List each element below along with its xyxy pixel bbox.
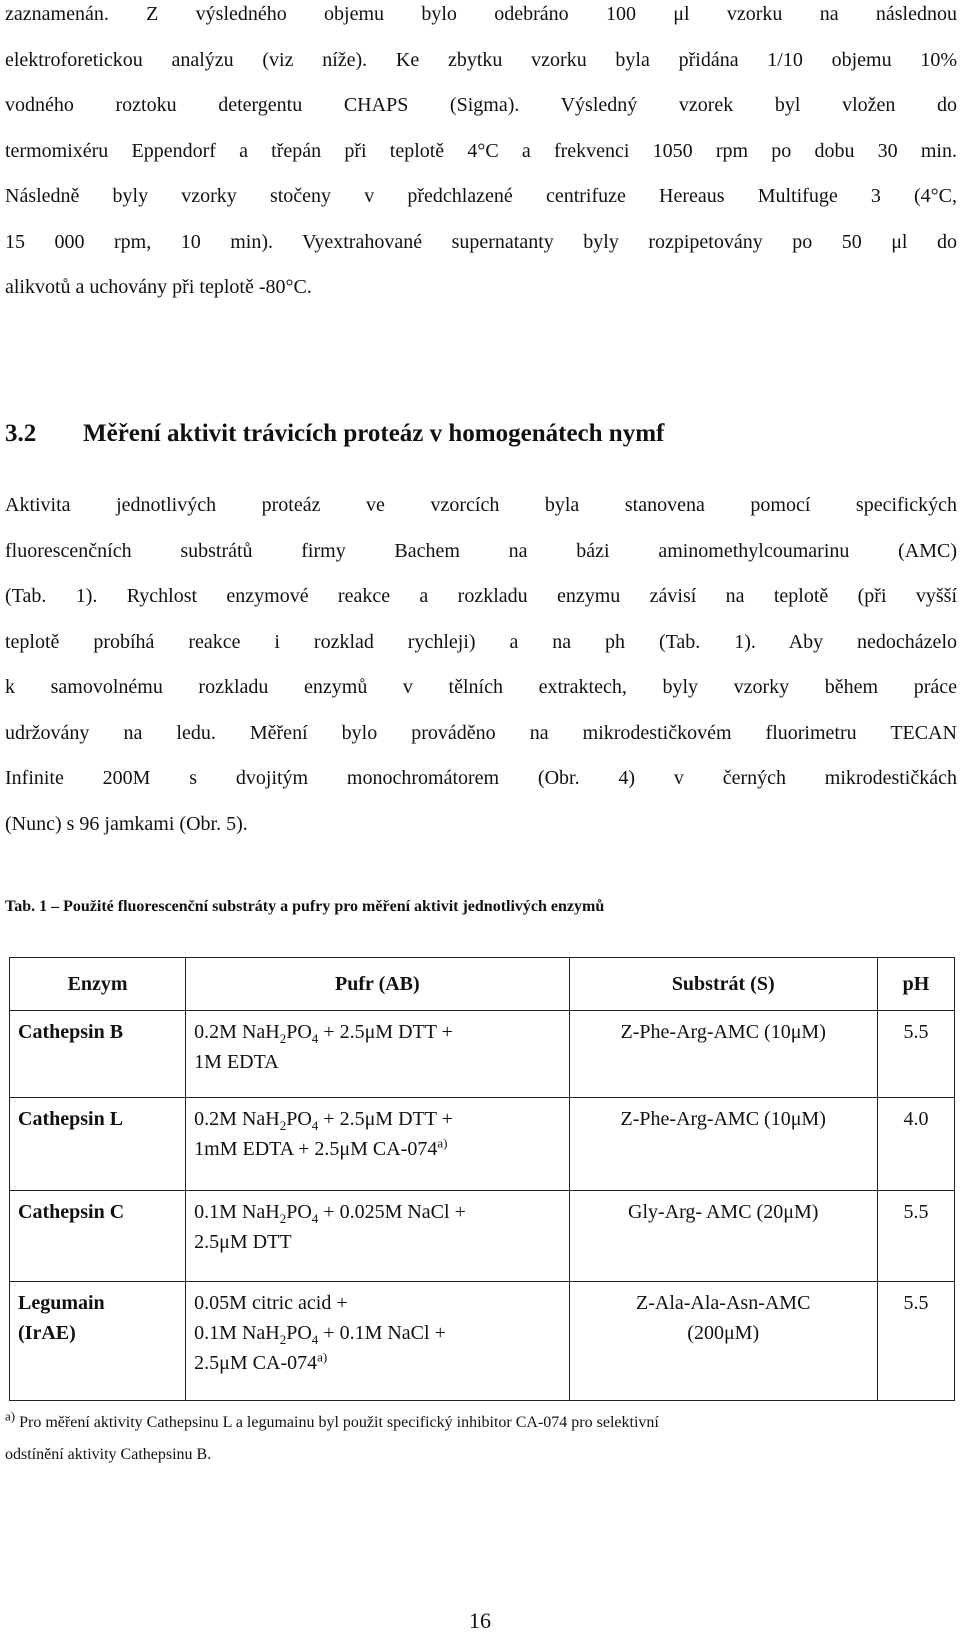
enzyme-name: Cathepsin L: [18, 1108, 124, 1130]
footnote-mark: a): [317, 1349, 328, 1365]
subscript: 4: [311, 1332, 319, 1347]
text-line: udržovány na ledu. Měření bylo prováděno na mikrodestičkovém fluorimetru TECAN: [5, 721, 957, 744]
substrate-text: Z-Phe-Arg-AMC (10μM): [620, 1108, 826, 1130]
enzyme-name: Cathepsin B: [18, 1021, 124, 1043]
enzyme-cell: [10, 1191, 186, 1282]
section-number: 3.2: [5, 420, 37, 447]
substrate-cell: [569, 1191, 877, 1282]
footnote-text: Pro měření aktivity Cathepsinu L a legumainu byl použit specifický inhibitor CA-074 pro selektivní: [15, 1414, 659, 1431]
text-line: (Nunc) s 96 jamkami (Obr. 5).: [5, 812, 248, 835]
buffer-text: + 2.5μM DTT +: [318, 1021, 453, 1043]
table-header-row: [10, 958, 955, 1011]
intro-paragraph: [5, 0, 957, 311]
buffer-text: + 0.1M NaCl +: [318, 1322, 446, 1344]
text-line: teplotě probíhá reakce i rozklad rychleji) a na ph (Tab. 1). Aby nedocházelo: [5, 630, 957, 653]
footnote-line: [5, 1407, 957, 1439]
enzyme-name: Legumain: [18, 1292, 105, 1314]
buffer-text: 2.5μM DTT: [194, 1231, 292, 1253]
section-heading: [5, 420, 664, 448]
table-caption: Tab. 1 – Použité fluorescenční substráty a pufry pro měření aktivit jednotlivých enzymů: [5, 898, 605, 915]
buffer-text: 1M EDTA: [194, 1051, 279, 1073]
header-buffer: Pufr (AB): [186, 958, 569, 1011]
ph-value: 5.5: [903, 1021, 929, 1043]
ph-cell: [877, 1011, 954, 1098]
substrate-table: [9, 957, 955, 1401]
text-line: Aktivita jednotlivých proteáz ve vzorcích byla stanovena pomocí specifických: [5, 494, 957, 516]
header-enzyme: Enzym: [10, 958, 186, 1011]
buffer-cell: [186, 1098, 569, 1191]
page-number: 16: [469, 1608, 491, 1633]
text-line: Infinite 200M s dvojitým monochromátorem (Obr. 4) v černých mikrodestičkách: [5, 767, 957, 789]
text-line: vodného roztoku detergentu CHAPS (Sigma). Výsledný vzorek byl vložen do: [5, 94, 957, 116]
subscript: 2: [279, 1211, 287, 1226]
ph-cell: [877, 1282, 954, 1401]
section-paragraph: [5, 483, 957, 847]
buffer-line: [194, 1047, 560, 1077]
buffer-text: PO: [286, 1021, 312, 1043]
subscript: 2: [279, 1031, 287, 1046]
enzyme-cell: [10, 1011, 186, 1098]
footnote-mark: a): [437, 1135, 448, 1151]
table-row: [10, 1011, 955, 1098]
enzyme-abbrev: (IrAE): [18, 1322, 76, 1344]
buffer-text: 0.2M NaH: [194, 1021, 280, 1043]
text-line: elektroforetickou analýzu (viz níže). Ke zbytku vzorku byla přidána 1/10 objemu 10%: [5, 48, 957, 71]
footnote-mark: a): [5, 1408, 16, 1424]
buffer-line: [194, 1134, 560, 1164]
buffer-cell: [186, 1191, 569, 1282]
buffer-line: [194, 1318, 560, 1348]
enzyme-cell: [10, 1282, 186, 1401]
subscript: 4: [311, 1031, 319, 1046]
enzyme-cell: [10, 1098, 186, 1191]
buffer-line: [194, 1197, 560, 1227]
header-ph: pH: [877, 958, 954, 1011]
ph-cell: [877, 1191, 954, 1282]
buffer-cell: [186, 1011, 569, 1098]
buffer-text: PO: [286, 1201, 312, 1223]
substrate-cell: [569, 1098, 877, 1191]
table-row: [10, 1098, 955, 1191]
buffer-line: [194, 1227, 560, 1257]
substrate-text: Gly-Arg- AMC (20μM): [628, 1201, 819, 1223]
text-line: zaznamenán. Z výsledného objemu bylo odebráno 100 μl vzorku na následnou: [5, 3, 957, 25]
ph-value: 5.5: [903, 1292, 929, 1314]
buffer-line: [194, 1348, 560, 1378]
text-line: fluorescenčních substrátů firmy Bachem na bázi aminomethylcoumarinu (AMC): [5, 539, 957, 562]
enzyme-name: Cathepsin C: [18, 1201, 125, 1223]
subscript: 2: [279, 1332, 287, 1347]
text-line: (Tab. 1). Rychlost enzymové reakce a rozkladu enzymu závisí na teplotě (při vyšší: [5, 585, 957, 607]
footnote-line: odstínění aktivity Cathepsinu B.: [5, 1446, 212, 1463]
buffer-text: PO: [286, 1108, 312, 1130]
text-line: alikvotů a uchovány při teplotě -80°C.: [5, 276, 312, 298]
buffer-text: 2.5μM CA-074: [194, 1352, 318, 1374]
text-line: termomixéru Eppendorf a třepán při teplotě 4°C a frekvenci 1050 rpm po dobu 30 min.: [5, 139, 957, 162]
text-line: 15 000 rpm, 10 min). Vyextrahované supernatanty byly rozpipetovány po 50 μl do: [5, 230, 957, 253]
buffer-text: + 0.025M NaCl +: [318, 1201, 466, 1223]
subscript: 4: [311, 1211, 319, 1226]
buffer-cell: [186, 1282, 569, 1401]
section-title: Měření aktivit trávicích proteáz v homogenátech nymf: [83, 420, 665, 447]
header-substrate: Substrát (S): [569, 958, 877, 1011]
substrate-text: (200μM): [687, 1322, 760, 1344]
buffer-text: 0.1M NaH: [194, 1201, 280, 1223]
buffer-line: [194, 1017, 560, 1047]
substrate-cell: [569, 1282, 877, 1401]
buffer-text: + 2.5μM DTT +: [318, 1108, 453, 1130]
substrate-cell: [569, 1011, 877, 1098]
table-row: [10, 1282, 955, 1401]
ph-value: 4.0: [903, 1108, 929, 1130]
buffer-line: [194, 1288, 560, 1318]
buffer-text: 0.05M citric acid +: [194, 1292, 348, 1314]
subscript: 4: [311, 1118, 319, 1133]
text-line: k samovolnému rozkladu enzymů v tělních extraktech, byly vzorky během práce: [5, 676, 957, 698]
buffer-text: 0.1M NaH: [194, 1322, 280, 1344]
ph-cell: [877, 1098, 954, 1191]
buffer-line: [194, 1104, 560, 1134]
table-row: [10, 1191, 955, 1282]
buffer-text: 1mM EDTA + 2.5μM CA-074: [194, 1138, 438, 1160]
buffer-text: PO: [286, 1322, 312, 1344]
substrate-text: Z-Phe-Arg-AMC (10μM): [620, 1021, 826, 1043]
text-line: Následně byly vzorky stočeny v předchlazené centrifuze Hereaus Multifuge 3 (4°C,: [5, 185, 957, 207]
substrate-text: Z-Ala-Ala-Asn-AMC: [636, 1292, 811, 1314]
ph-value: 5.5: [903, 1201, 929, 1223]
table-footnote: [5, 1407, 957, 1471]
buffer-text: 0.2M NaH: [194, 1108, 280, 1130]
subscript: 2: [279, 1118, 287, 1133]
